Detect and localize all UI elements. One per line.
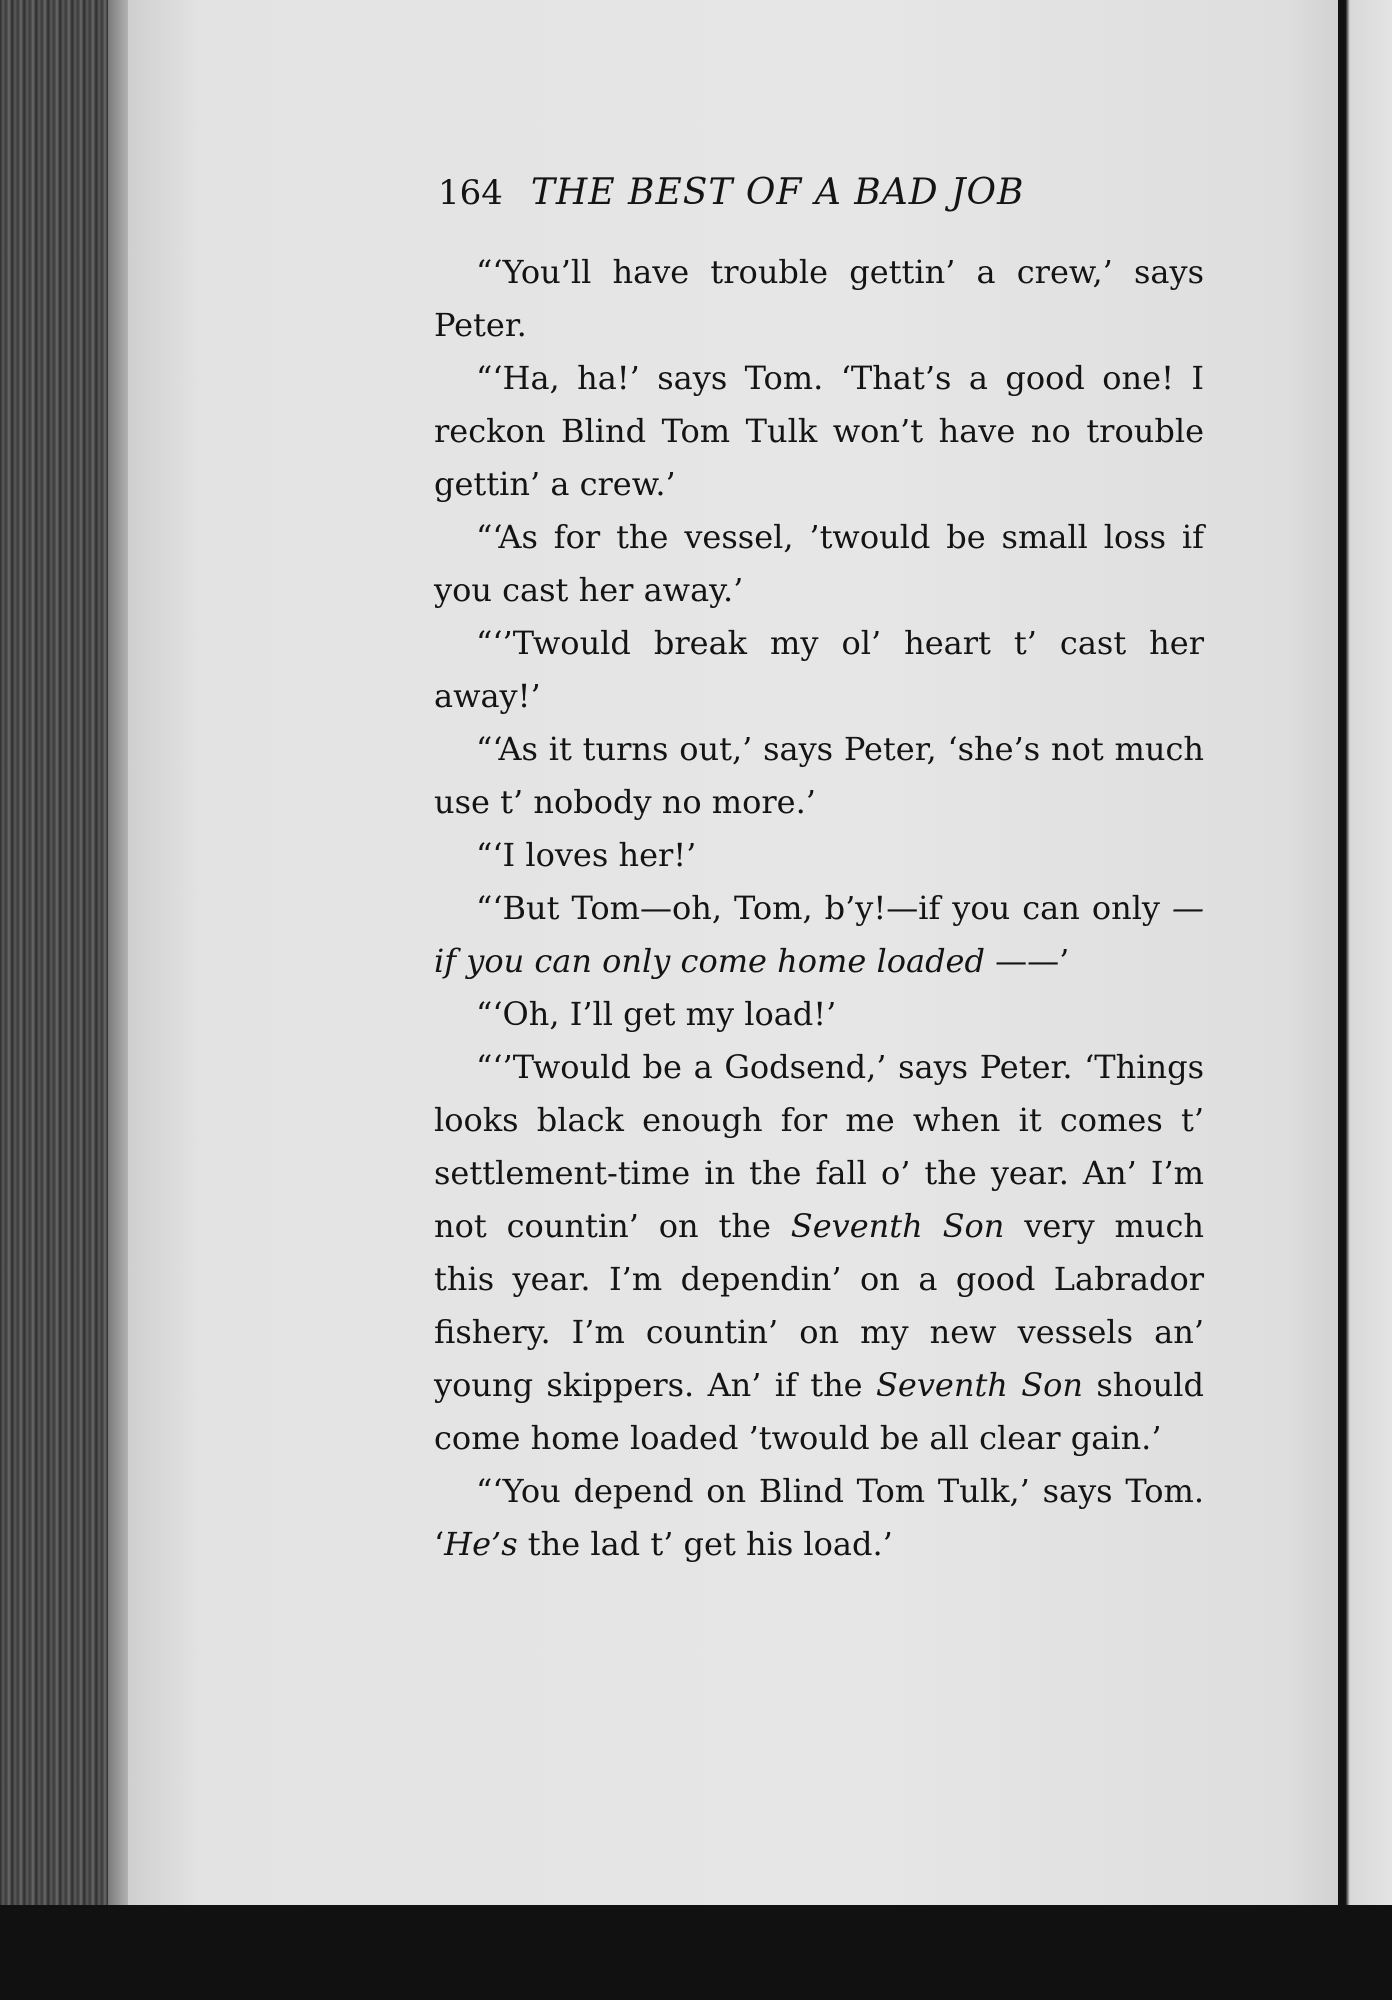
background-shadow: [0, 1905, 1392, 2000]
facing-page-edge: [1338, 0, 1392, 2000]
paragraph: [434, 617, 1204, 723]
body-text: [434, 246, 1204, 1571]
text-segment: “‘But Tom—oh, Tom, b’y!—if you can only: [476, 889, 1172, 927]
text-segment: ——’: [984, 942, 1070, 980]
paragraph: [434, 352, 1204, 511]
text-segment: “‘’Twould be a Godsend,’ says Peter. ‘Things looks black enough for me when it comes t’ settlement-time in the fall o’ the year. An’ I’m not countin’ on the: [434, 1048, 1204, 1245]
text-segment: “‘As it turns out,’ says Peter, ‘she’s not much use t’ nobody no more.’: [434, 730, 1204, 821]
paragraph: [434, 1465, 1204, 1571]
running-title: THE BEST OF A BAD JOB: [530, 172, 1025, 213]
page-number: 164: [438, 173, 503, 213]
paragraph: [434, 829, 1204, 882]
paragraph: [434, 882, 1204, 988]
page-header: [438, 172, 1218, 232]
italic-text: Seventh Son: [790, 1207, 1005, 1245]
paragraph: [434, 1041, 1204, 1465]
paragraph: [434, 511, 1204, 617]
italic-text: He’s: [444, 1525, 518, 1563]
text-segment: should come home loaded ’twould be all clear gain.’: [434, 1366, 1205, 1457]
paragraph: [434, 246, 1204, 352]
italic-text: Seventh Son: [875, 1366, 1084, 1404]
text-segment: “‘You depend on Blind Tom Tulk,’ says Tom. ‘: [434, 1472, 1204, 1563]
text-segment: “‘As for the vessel, ’twould be small loss if you cast her away.’: [434, 518, 1204, 609]
text-segment: “‘Oh, I’ll get my load!’: [476, 995, 837, 1033]
text-segment: “‘You’ll have trouble gettin’ a crew,’ says Peter.: [434, 253, 1204, 344]
text-segment: “‘I loves her!’: [476, 836, 697, 874]
text-segment: “‘Ha, ha!’ says Tom. ‘That’s a good one! I reckon Blind Tom Tulk won’t have no trouble gettin’ a crew.’: [434, 359, 1204, 503]
text-segment: the lad t’ get his load.’: [517, 1525, 893, 1563]
paragraph: [434, 723, 1204, 829]
paragraph: [434, 988, 1204, 1041]
italic-text: —if you can only come home loaded: [434, 889, 1204, 980]
text-segment: “‘’Twould break my ol’ heart t’ cast her away!’: [434, 624, 1204, 715]
text-segment: very much this year. I’m dependin’ on a good Labrador fishery. I’m countin’ on my new vessels an’ young skippers. An’ if the: [434, 1207, 1205, 1404]
book-page-edges: [0, 0, 130, 1925]
